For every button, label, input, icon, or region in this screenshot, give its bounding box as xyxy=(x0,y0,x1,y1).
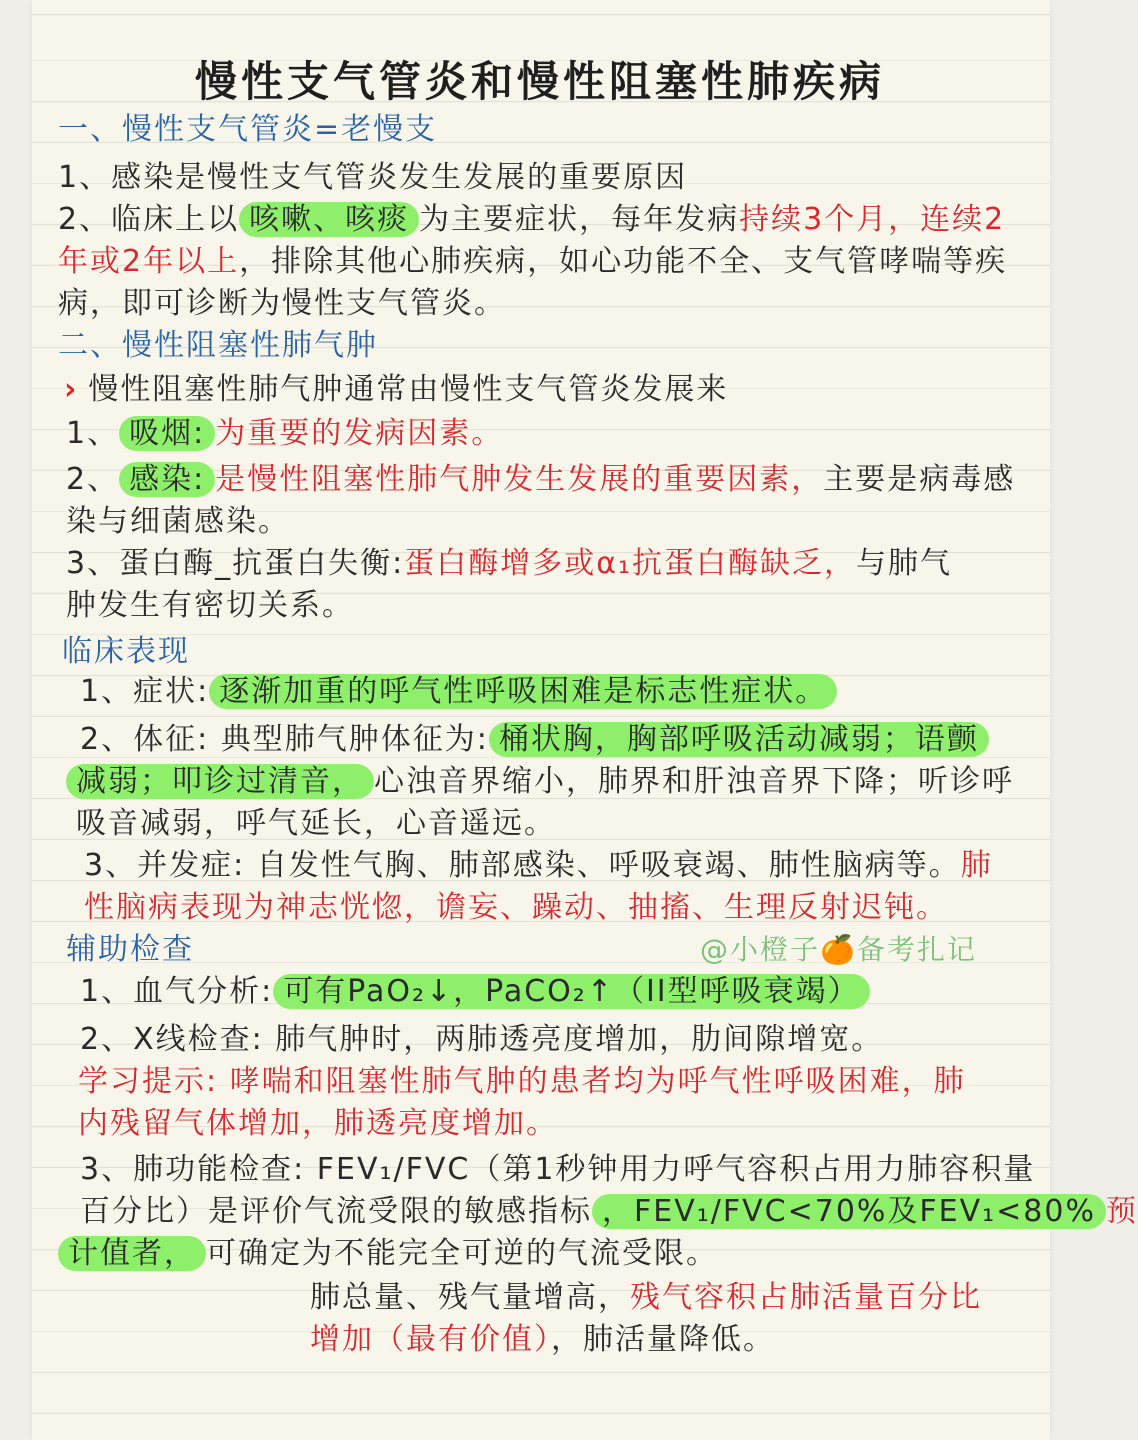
note-text: 为主要症状，每年发病 xyxy=(419,202,740,237)
highlight-text: 减弱；叩诊过清音， xyxy=(66,764,374,799)
note-text: 2、 xyxy=(66,462,120,497)
note-line xyxy=(310,1278,982,1318)
chevron-right-icon: › xyxy=(64,372,79,407)
section-heading-emphysema: 二、慢性阻塞性肺气肿 xyxy=(58,328,378,363)
note-text: 慢性阻塞性肺气肿通常由慢性支气管炎发展来 xyxy=(88,372,729,407)
note-line: 内残留气体增加，肺透亮度增加。 xyxy=(78,1106,558,1141)
highlight-text: 可有PaO₂↓，PaCO₂↑（II型呼吸衰竭） xyxy=(273,974,869,1009)
note-line: 性脑病表现为神志恍惚，谵妄、躁动、抽搐、生理反射迟钝。 xyxy=(84,890,948,925)
note-line xyxy=(80,972,870,1012)
note-line: 吸音减弱，呼气延长，心音遥远。 xyxy=(76,806,556,841)
note-line xyxy=(84,846,993,886)
note-text: 3、蛋白酶_抗蛋白失衡: xyxy=(66,546,405,581)
note-line xyxy=(66,414,503,454)
highlight-text: 逐渐加重的呼气性呼吸困难是标志性症状。 xyxy=(209,674,837,709)
note-text: 3、并发症: 自发性气胸、肺部感染、呼吸衰竭、肺性脑病等。 xyxy=(84,848,961,883)
highlight-text: 桶状胸，胸部呼吸活动减弱；语颤 xyxy=(489,722,989,757)
note-line xyxy=(66,544,952,584)
note-line xyxy=(66,460,1015,500)
emphasis-text: 蛋白酶增多或α₁抗蛋白酶缺乏， xyxy=(404,546,857,581)
note-text: ，排除其他心肺疾病，如心功能不全、支气管哮喘等疾 xyxy=(239,244,1008,279)
emphasis-text: 增加（最有价值） xyxy=(310,1322,551,1357)
note-text: 1、症状: xyxy=(80,674,210,709)
note-text: 肺总量、残气量增高， xyxy=(310,1280,630,1315)
note-line: 染与细菌感染。 xyxy=(66,504,290,539)
note-line xyxy=(58,242,1007,282)
note-text: 主要是病毒感 xyxy=(823,462,1016,497)
note-text: 2、临床上以 xyxy=(58,202,240,237)
note-line xyxy=(310,1320,775,1360)
note-line xyxy=(64,370,728,410)
signature-watermark xyxy=(700,930,977,970)
note-text: 与肺气 xyxy=(856,546,953,581)
note-line: 肿发生有密切关系。 xyxy=(66,588,354,623)
note-line xyxy=(80,672,837,712)
emphasis-text: 持续3个月，连续2 xyxy=(739,202,1006,237)
note-line xyxy=(58,200,1005,240)
note-line: 病，即可诊断为慢性支气管炎。 xyxy=(58,286,506,321)
note-line: 1、感染是慢性支气管炎发生发展的重要原因 xyxy=(58,160,688,195)
note-line xyxy=(66,762,1014,802)
section-heading-auxiliary: 辅助检查 xyxy=(66,932,194,967)
emphasis-text: 年或2年以上 xyxy=(58,244,240,279)
note-line xyxy=(58,1234,718,1274)
emphasis-text: 预 xyxy=(1106,1194,1138,1229)
emphasis-text: 残气容积占肺活量百分比 xyxy=(630,1280,982,1315)
note-text: 可确定为不能完全可逆的气流受限。 xyxy=(206,1236,718,1271)
highlight-text: 吸烟: xyxy=(119,416,215,451)
section-heading-clinical: 临床表现 xyxy=(62,634,190,669)
note-text: 1、 xyxy=(66,416,120,451)
emphasis-text: 是慢性阻塞性肺气肿发生发展的重要因素， xyxy=(215,462,824,497)
page-title: 慢性支气管炎和慢性阻塞性肺疾病 xyxy=(194,57,885,106)
note-line: 2、X线检查: 肺气肿时，两肺透亮度增加，肋间隙增宽。 xyxy=(80,1022,884,1057)
note-text: 1、血气分析: xyxy=(80,974,274,1009)
highlight-text: 感染: xyxy=(119,462,215,497)
emphasis-text: 肺 xyxy=(960,848,993,883)
signature-text: 备考扎记 xyxy=(856,933,977,966)
note-line xyxy=(80,1192,1138,1232)
note-line: 学习提示: 哮喘和阻塞性肺气肿的患者均为呼气性呼吸困难，肺 xyxy=(78,1064,966,1099)
note-text: 2、体征: 典型肺气肿体征为: xyxy=(80,722,489,757)
orange-icon: 🍊 xyxy=(820,933,857,966)
note-text: ，肺活量降低。 xyxy=(551,1322,775,1357)
highlight-text: 咳嗽、咳痰 xyxy=(239,202,419,237)
signature-text: @小橙子 xyxy=(700,933,821,966)
note-text: 百分比）是评价气流受限的敏感指标 xyxy=(80,1194,592,1229)
section-heading-chronic-bronchitis: 一、慢性支气管炎=老慢支 xyxy=(58,112,438,147)
emphasis-text: 为重要的发病因素。 xyxy=(215,416,504,451)
note-line: 3、肺功能检查: FEV₁/FVC（第1秒钟用力呼气容积占用力肺容积量 xyxy=(80,1152,1036,1187)
note-line xyxy=(80,720,989,760)
highlight-text: 计值者， xyxy=(58,1236,206,1271)
highlight-text: ，FEV₁/FVC<70%及FEV₁<80% xyxy=(592,1194,1106,1229)
note-text: 心浊音界缩小，肺界和肝浊音界下降；听诊呼 xyxy=(374,764,1014,799)
